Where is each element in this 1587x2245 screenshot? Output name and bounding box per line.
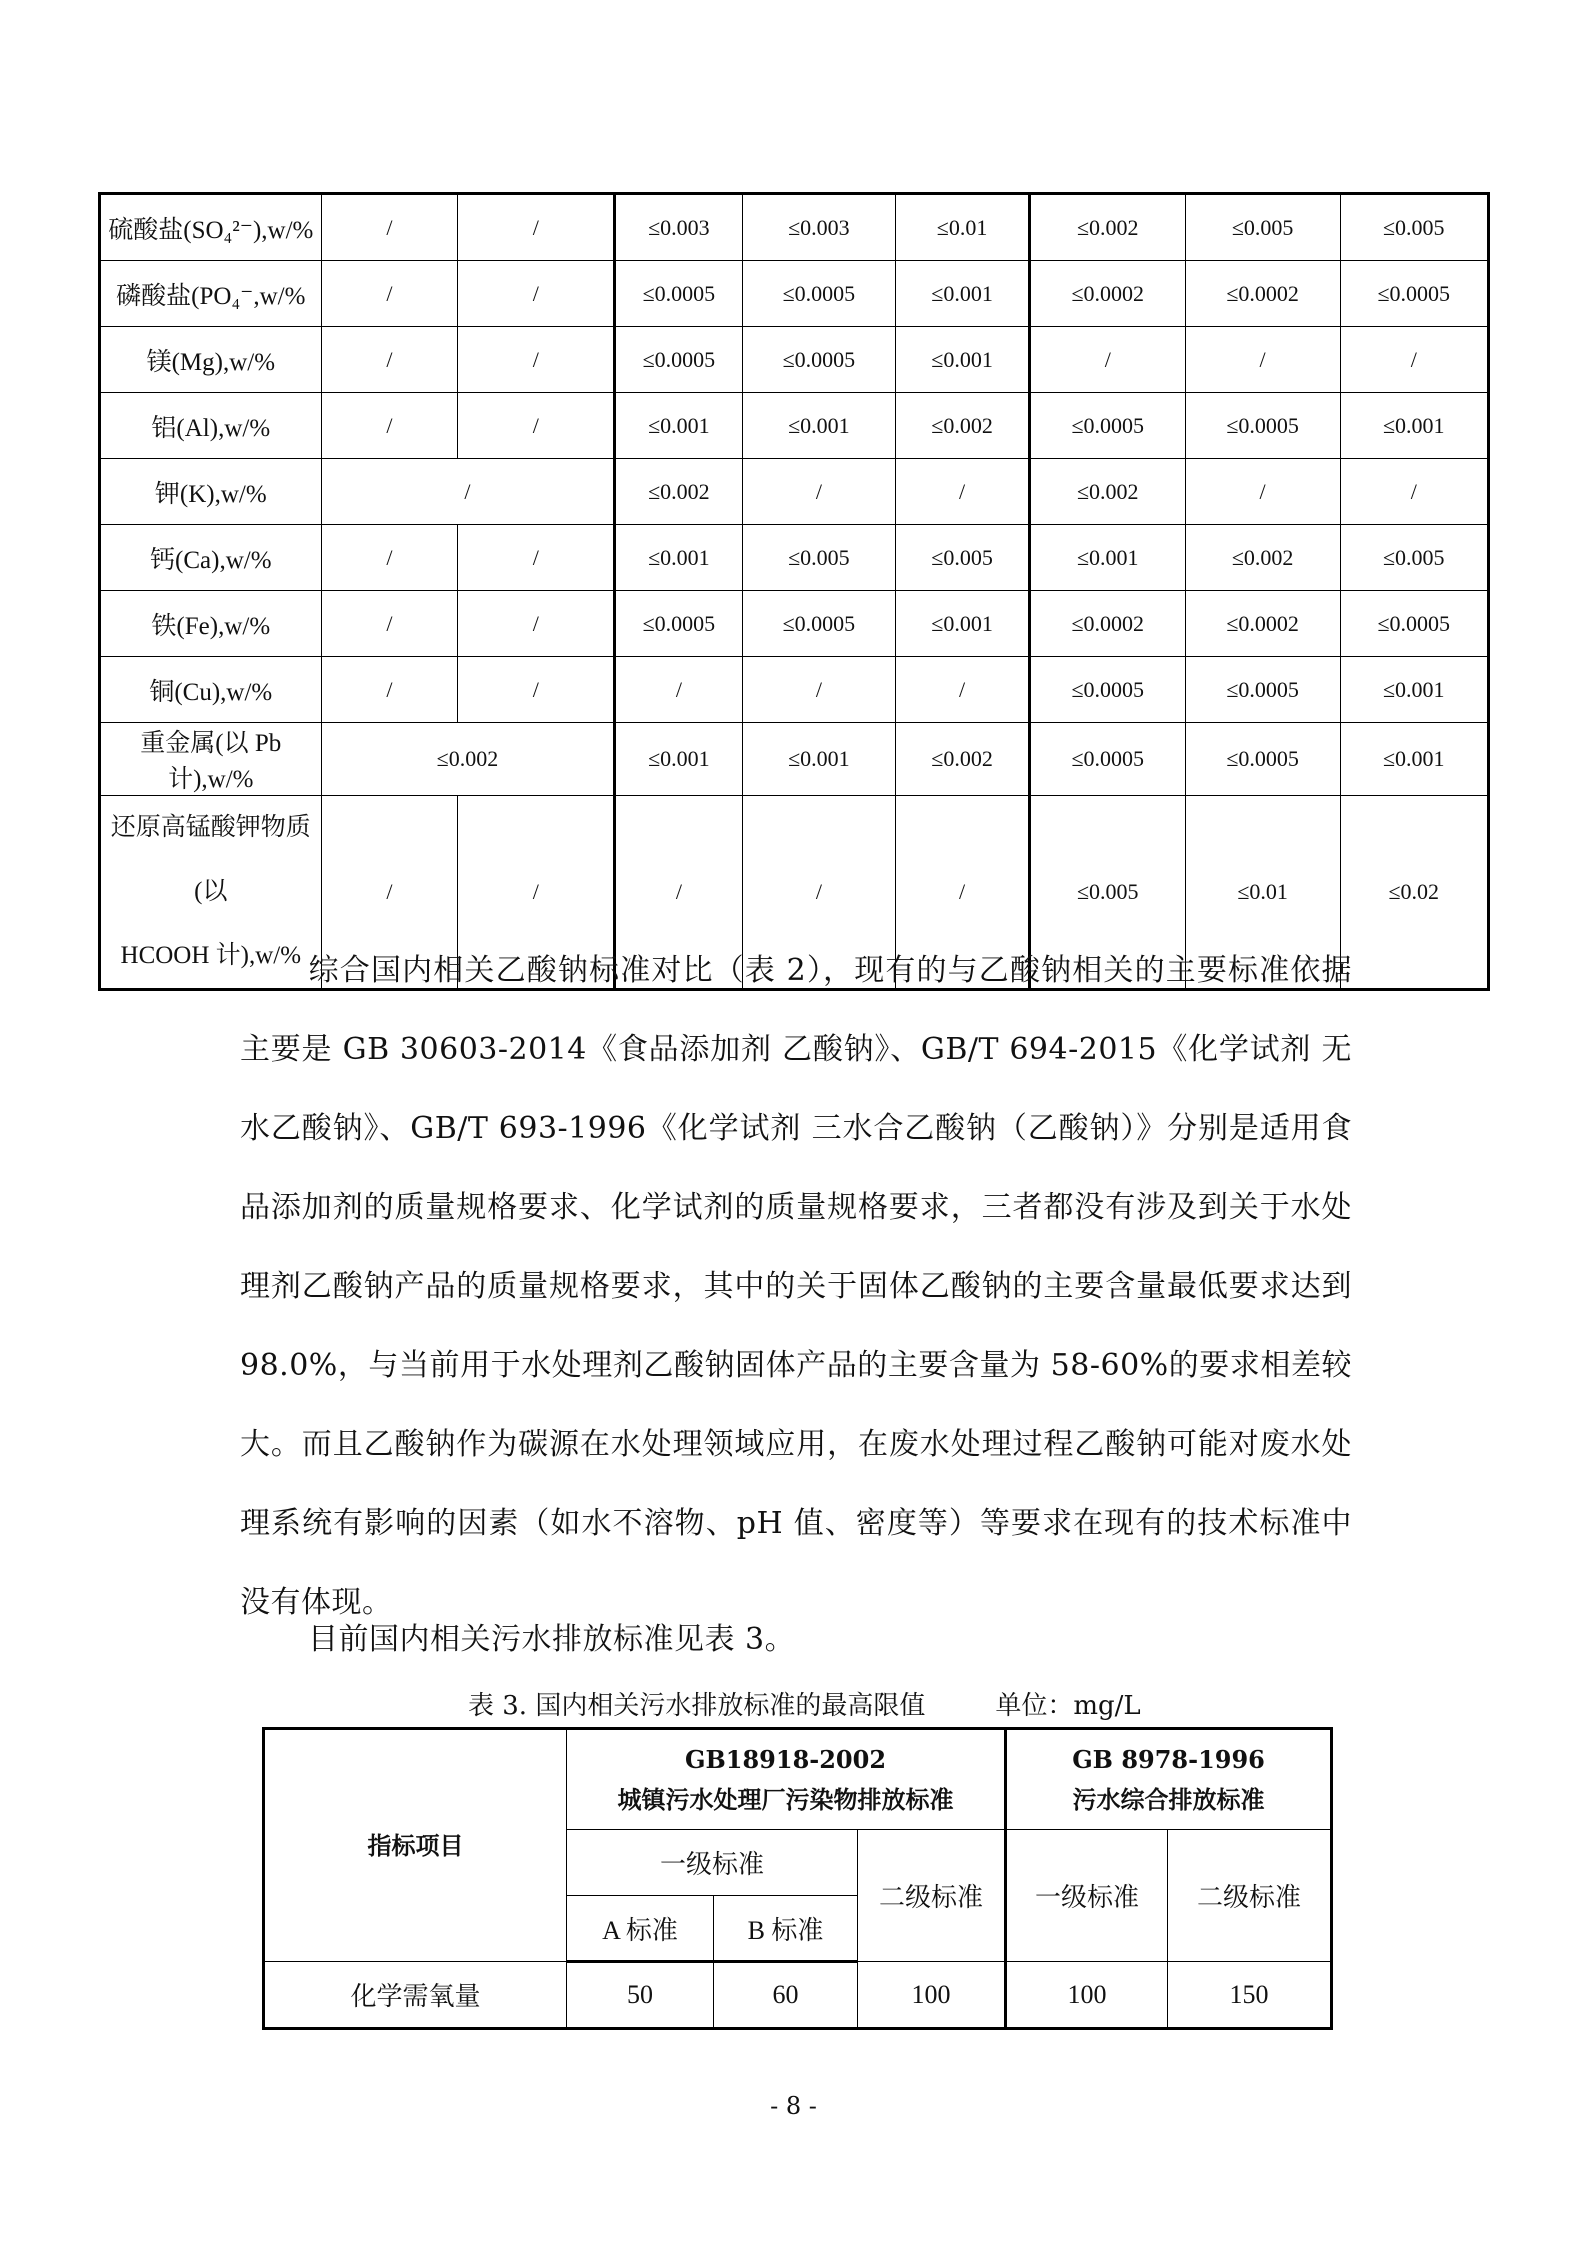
table-cell: ≤0.0005 — [615, 591, 742, 657]
table-row — [100, 525, 1489, 591]
table-cell: ≤0.0005 — [1185, 393, 1340, 459]
table-cell: ≤0.001 — [1029, 525, 1185, 591]
table-cell: / — [615, 796, 742, 990]
table-cell: / — [321, 459, 615, 525]
standards-comparison-table — [98, 192, 1490, 991]
row-name: 镁(Mg),w/% — [100, 327, 322, 393]
table-cell: ≤0.0002 — [1029, 591, 1185, 657]
table-cell: / — [458, 657, 615, 723]
table-cell: ≤0.001 — [896, 591, 1030, 657]
table-cell: ≤0.0005 — [1340, 591, 1489, 657]
table3-unit: 单位：mg/L — [995, 1691, 1141, 1721]
table-cell: / — [321, 261, 458, 327]
row-name-line1: 还原高锰酸钾物质(以 — [110, 814, 311, 905]
table-cell: ≤0.001 — [742, 393, 896, 459]
gb8978-code: GB 8978-1996 — [1072, 1744, 1265, 1774]
discharge-standards-table — [262, 1727, 1333, 2030]
cell-level2: 100 — [858, 1962, 1006, 2029]
table-cell: / — [742, 459, 896, 525]
table-cell: ≤0.005 — [742, 525, 896, 591]
table-row — [100, 657, 1489, 723]
gb18918-code: GB18918-2002 — [684, 1744, 887, 1774]
cell-b-standard: 60 — [714, 1962, 858, 2029]
table-cell: / — [321, 327, 458, 393]
row-name: 磷酸盐(PO₄⁻,w/% — [100, 261, 322, 327]
table-cell: ≤0.001 — [1340, 723, 1489, 796]
table-cell: ≤0.0005 — [742, 327, 896, 393]
table-row — [100, 261, 1489, 327]
table-cell: / — [896, 459, 1030, 525]
table-cell: ≤0.01 — [896, 194, 1030, 261]
comparison-paragraph — [240, 931, 1352, 1642]
header-level1-gb8978: 一级标准 — [1006, 1830, 1168, 1962]
table-cell: / — [1185, 327, 1340, 393]
table-cell: ≤0.0005 — [1185, 657, 1340, 723]
table-cell: / — [458, 393, 615, 459]
table-row — [100, 591, 1489, 657]
row-name: 铜(Cu),w/% — [100, 657, 322, 723]
header-level2-gb8978: 二级标准 — [1168, 1830, 1332, 1962]
table-cell: ≤0.0005 — [742, 261, 896, 327]
table-cell: / — [896, 796, 1030, 990]
row-name: 重金属(以 Pb 计),w/% — [100, 723, 322, 796]
table-cell: ≤0.0002 — [1029, 261, 1185, 327]
table-cell: / — [321, 194, 458, 261]
table-row — [100, 327, 1489, 393]
table-cell: ≤0.0005 — [1029, 393, 1185, 459]
header-standard-gb18918 — [567, 1729, 1006, 1830]
table-row — [100, 393, 1489, 459]
table-cell: / — [615, 657, 742, 723]
table-cell: ≤0.001 — [615, 393, 742, 459]
table-cell: / — [742, 657, 896, 723]
table-cell: ≤0.01 — [1185, 796, 1340, 990]
table-cell: ≤0.0005 — [742, 591, 896, 657]
table-cell: ≤0.002 — [1185, 525, 1340, 591]
table-cell: / — [321, 591, 458, 657]
row-name: 铝(Al),w/% — [100, 393, 322, 459]
table-cell: ≤0.001 — [615, 723, 742, 796]
table-cell: ≤0.002 — [1029, 194, 1185, 261]
row-name: 钾(K),w/% — [100, 459, 322, 525]
table-cell: ≤0.005 — [1185, 194, 1340, 261]
table-cell: ≤0.0005 — [1029, 657, 1185, 723]
table-cell: ≤0.001 — [615, 525, 742, 591]
table-row — [100, 194, 1489, 261]
table-cell: / — [458, 327, 615, 393]
table-cell: ≤0.003 — [615, 194, 742, 261]
row-name-line2: HCOOH 计),w/% — [120, 942, 302, 969]
table-cell: / — [1340, 459, 1489, 525]
comparison-paragraph-text: 综合国内相关乙酸钠标准对比（表 2），现有的与乙酸钠相关的主要标准依据主要是 GB 30603-2014《食品添加剂 乙酸钠》、GB/T 694-2015《化学试剂 无水乙酸钠》、GB/T 693-1996《化学试剂 三水合乙酸钠（乙酸钠）》分别是适用食品添加剂的质量规格要求、化学试剂的质量规格要求，三者都没有涉及到关于水处理剂乙酸钠产品的质量规格要求，其中的关于固体乙酸钠的主要含量最低要求达到 98.0%，与当前用于水处理剂乙酸钠固体产品的主要含量为 58-60%的要求相差较大。而且乙酸钠作为碳源在水处理领域应用，在废水处理过程乙酸钠可能对废水处理系统有影响的因素（如水不溶物、pH 值、密度等）等要求在现有的技术标准中没有体现。 — [240, 953, 1353, 1620]
header-level2: 二级标准 — [858, 1830, 1006, 1962]
table-cell: / — [458, 591, 615, 657]
table-cell: / — [1029, 327, 1185, 393]
table-cell: / — [1185, 459, 1340, 525]
table-cell: / — [321, 657, 458, 723]
row-name: 铁(Fe),w/% — [100, 591, 322, 657]
row-name: 硫酸盐(SO₄²⁻),w/% — [100, 194, 322, 261]
table-cell: ≤0.002 — [896, 393, 1030, 459]
table-cell: ≤0.002 — [615, 459, 742, 525]
table-cell: / — [321, 393, 458, 459]
table-cell: ≤0.002 — [1029, 459, 1185, 525]
table3-title: 表 3. 国内相关污水排放标准的最高限值 — [468, 1691, 926, 1721]
table-cell: ≤0.0005 — [1029, 723, 1185, 796]
row-name: 钙(Ca),w/% — [100, 525, 322, 591]
table-cell: ≤0.001 — [896, 261, 1030, 327]
table-cell: ≤0.001 — [1340, 393, 1489, 459]
table-cell: ≤0.0005 — [615, 327, 742, 393]
cell-gb8978-level2: 150 — [1168, 1962, 1332, 2029]
header-b-standard: B 标准 — [714, 1896, 858, 1962]
table-cell: ≤0.005 — [1029, 796, 1185, 990]
table-cell: ≤0.002 — [896, 723, 1030, 796]
page-number: - 8 - — [770, 2092, 817, 2120]
header-level1: 一级标准 — [567, 1830, 858, 1896]
table-cell: / — [458, 525, 615, 591]
table-cell: ≤0.002 — [321, 723, 615, 796]
table-cell: ≤0.0002 — [1185, 591, 1340, 657]
table-cell: ≤0.0005 — [1185, 723, 1340, 796]
table-row — [100, 723, 1489, 796]
header-indicator-item: 指标项目 — [264, 1729, 567, 1962]
discharge-standard-intro — [240, 1600, 1352, 1679]
table-cell: ≤0.001 — [742, 723, 896, 796]
cell-gb8978-level1: 100 — [1006, 1962, 1168, 2029]
gb18918-name: 城镇污水处理厂污染物排放标准 — [617, 1784, 954, 1814]
table-cell: / — [321, 525, 458, 591]
cell-a-standard: 50 — [567, 1962, 714, 2029]
table-cell: ≤0.005 — [896, 525, 1030, 591]
discharge-standard-intro-text: 目前国内相关污水排放标准见表 3。 — [308, 1622, 796, 1657]
table3-caption — [468, 1685, 1368, 1722]
table-cell: ≤0.005 — [1340, 194, 1489, 261]
table-cell: ≤0.001 — [1340, 657, 1489, 723]
gb8978-name: 污水综合排放标准 — [1072, 1784, 1265, 1814]
table-cell: ≤0.0005 — [1340, 261, 1489, 327]
header-a-standard: A 标准 — [567, 1896, 714, 1962]
table-cell: ≤0.0002 — [1185, 261, 1340, 327]
table-cell: / — [458, 194, 615, 261]
table-cell: / — [896, 657, 1030, 723]
table-cell: ≤0.0005 — [615, 261, 742, 327]
header-standard-gb8978 — [1006, 1729, 1332, 1830]
table-cell: / — [458, 796, 615, 990]
table-cell: / — [458, 261, 615, 327]
table-row — [100, 459, 1489, 525]
table-cell: ≤0.003 — [742, 194, 896, 261]
row-name: 化学需氧量 — [264, 1962, 567, 2029]
table-cell: / — [742, 796, 896, 990]
table-cell: / — [321, 796, 458, 990]
table-cell: / — [1340, 327, 1489, 393]
table-cell: ≤0.005 — [1340, 525, 1489, 591]
table-cell: ≤0.001 — [896, 327, 1030, 393]
table-cell: ≤0.02 — [1340, 796, 1489, 990]
